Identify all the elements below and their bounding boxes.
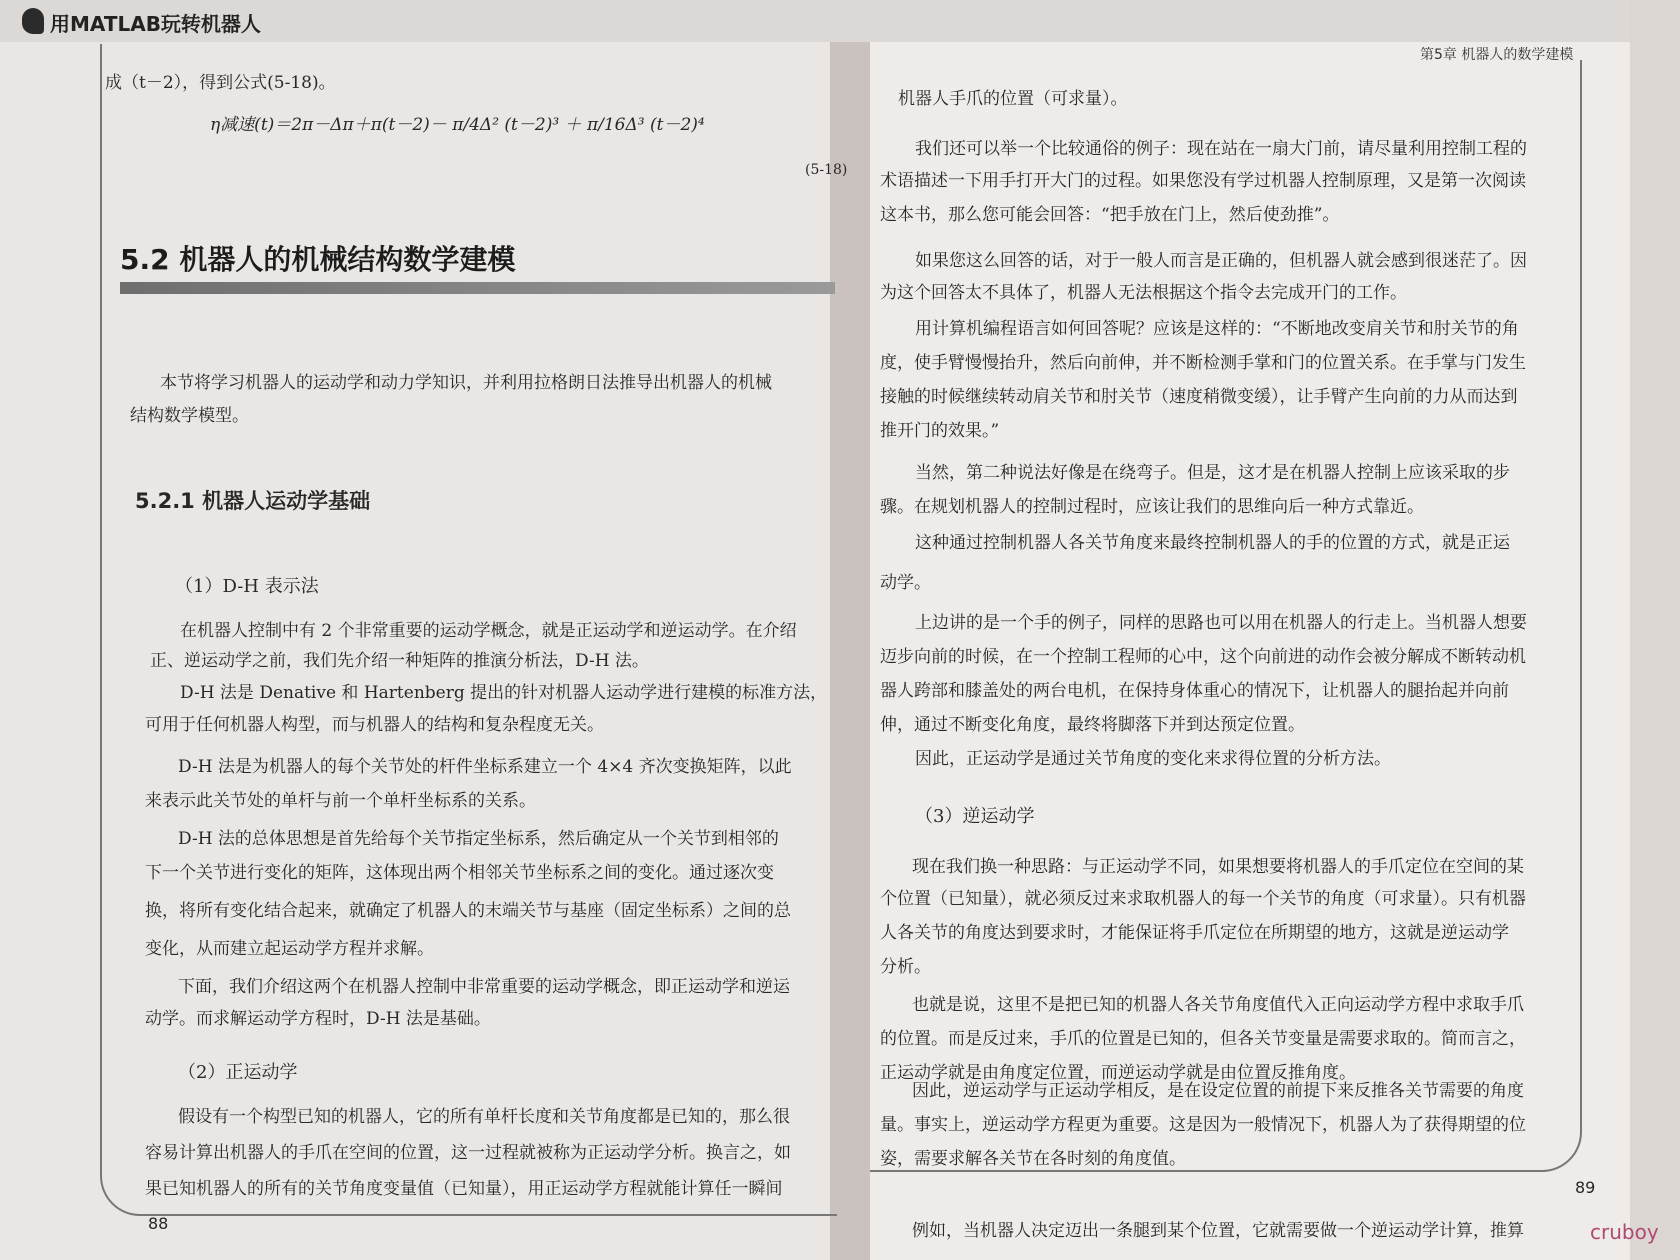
rp-line-19: 因此，正运动学是通过关节角度的变化来求得位置的分析方法。	[915, 749, 1391, 769]
rp-ik-line-2: 个位置（已知量），就必须反过来求取机器人的每一个关节的角度（可求量）。只有机器	[880, 889, 1526, 909]
equation-number: (5-18)	[805, 162, 848, 178]
dh-line-5: D-H 法是为机器人的每个关节处的杆件坐标系建立一个 4×4 齐次变换矩阵，以此	[178, 757, 792, 777]
dh-line-12: 动学。而求解运动学方程时，D-H 法是基础。	[145, 1009, 491, 1029]
dh-line-4: 可用于任何机器人构型，而与机器人的结构和复杂程度无关。	[145, 715, 604, 735]
rp-ik-line-4: 分析。	[880, 957, 931, 977]
dh-line-8: 下一个关节进行变化的矩阵，这体现出两个相邻关节坐标系之间的变化。通过逐次变	[145, 863, 774, 883]
watermark: cruboy	[1590, 1220, 1659, 1244]
section-intro-line-1: 本节将学习机器人的运动学和动力学知识，并利用拉格朗日法推导出机器人的机械	[160, 373, 772, 393]
fk-line-2: 容易计算出机器人的手爪在空间的位置，这一过程就被称为正运动学分析。换言之，如	[145, 1143, 791, 1163]
rp-line-10: 推开门的效果。”	[880, 421, 1000, 441]
ik-heading: （3）逆运动学	[915, 806, 1035, 827]
rp-ik-line-3: 人各关节的角度达到要求时，才能保证将手爪定位在所期望的地方，这就是逆运动学	[880, 923, 1509, 943]
rp-ik-line-11: 例如，当机器人决定迈出一条腿到某个位置，它就需要做一个逆运动学计算，推算	[912, 1221, 1524, 1241]
book-logo-icon	[22, 8, 44, 34]
dh-line-10: 变化，从而建立起运动学方程并求解。	[145, 939, 434, 959]
rp-ik-line-1: 现在我们换一种思路：与正运动学不同，如果想要将机器人的手爪定位在空间的某	[912, 857, 1524, 877]
right-header-band	[850, 0, 1630, 42]
left-page-number: 88	[148, 1214, 169, 1233]
dh-line-11: 下面，我们介绍这两个在机器人控制中非常重要的运动学概念，即正运动学和逆运	[178, 977, 790, 997]
equation-5-18: η减速(t)＝2π－Δπ＋π(t－2)－ π/4Δ² (t－2)³ ＋ π/16Δ³ (t－2)⁴	[210, 115, 705, 135]
rp-line-12: 骤。在规划机器人的控制过程时，应该让我们的思维向后一种方式靠近。	[880, 497, 1424, 517]
chapter-header: 第5章 机器人的数学建模	[1420, 47, 1574, 63]
fk-line-3: 果已知机器人的所有的关节角度变量值（已知量），用正运动学方程就能计算任一瞬间	[145, 1179, 783, 1199]
dh-line-2: 正、逆运动学之前，我们先介绍一种矩阵的推演分析法，D-H 法。	[150, 651, 649, 671]
section-title-bar	[120, 282, 835, 294]
subsection-title: 5.2.1 机器人运动学基础	[135, 489, 371, 513]
dh-line-1: 在机器人控制中有 2 个非常重要的运动学概念，就是正运动学和逆运动学。在介绍	[180, 621, 797, 641]
fk-line-1: 假设有一个构型已知的机器人，它的所有单杆长度和关节角度都是已知的，那么很	[178, 1107, 790, 1127]
rp-line-13: 这种通过控制机器人各关节角度来最终控制机器人的手的位置的方式，就是正运	[915, 533, 1510, 553]
rp-line-16: 迈步向前的时候，在一个控制工程师的心中，这个向前进的动作会被分解成不断转动机	[880, 647, 1526, 667]
rp-ik-line-9: 量。事实上，逆运动学方程更为重要。这是因为一般情况下，机器人为了获得期望的位	[880, 1115, 1526, 1135]
right-page-number: 89	[1575, 1178, 1596, 1197]
rp-ik-line-7: 正运动学就是由角度定位置，而逆运动学就是由位置反推角度。	[880, 1063, 1356, 1083]
rp-line-14: 动学。	[880, 573, 931, 593]
book-title-header: 用MATLAB玩转机器人	[50, 12, 261, 36]
rp-line-8: 度，使手臂慢慢抬升，然后向前伸，并不断检测手掌和门的位置关系。在手掌与门发生	[880, 353, 1526, 373]
rp-line-6: 为这个回答太不具体了，机器人无法根据这个指令去完成开门的工作。	[880, 283, 1407, 303]
rp-line-17: 器人跨部和膝盖处的两台电机，在保持身体重心的情况下，让机器人的腿抬起并向前	[880, 681, 1509, 701]
dh-line-9: 换，将所有变化结合起来，就确定了机器人的末端关节与基座（固定坐标系）之间的总	[145, 901, 791, 921]
rp-line-5: 如果您这么回答的话，对于一般人而言是正确的，但机器人就会感到很迷茫了。因	[915, 251, 1527, 271]
page-edge	[1630, 0, 1680, 1260]
rp-line-11: 当然，第二种说法好像是在绕弯子。但是，这才是在机器人控制上应该采取的步	[915, 463, 1510, 483]
rp-line-4: 这本书，那么您可能会回答：“把手放在门上，然后使劲推”。	[880, 205, 1340, 225]
dh-line-6: 来表示此关节处的单杆与前一个单杆坐标系的关系。	[145, 791, 536, 811]
section-title: 5.2 机器人的机械结构数学建模	[120, 243, 516, 276]
fk-heading: （2）正运动学	[178, 1062, 298, 1083]
dh-heading: （1）D-H 表示法	[175, 576, 319, 597]
rp-line-3: 术语描述一下用手打开大门的过程。如果您没有学过机器人控制原理，又是第一次阅读	[880, 171, 1526, 191]
rp-line-18: 伸，通过不断变化角度，最终将脚落下并到达预定位置。	[880, 715, 1305, 735]
rp-ik-line-6: 的位置。而是反过来，手爪的位置是已知的，但各关节变量是需要求取的。简而言之，	[880, 1029, 1526, 1049]
rp-ik-line-8: 因此，逆运动学与正运动学相反，是在设定位置的前提下来反推各关节需要的角度	[912, 1081, 1524, 1101]
section-intro-line-2: 结构数学模型。	[130, 406, 249, 426]
dh-line-3: D-H 法是 Denative 和 Hartenberg 提出的针对机器人运动学进行建模的标准方法，	[180, 683, 828, 703]
intro-line: 成（t－2），得到公式(5-18)。	[105, 73, 336, 93]
rp-line-2: 我们还可以举一个比较通俗的例子：现在站在一扇大门前，请尽量利用控制工程的	[915, 139, 1527, 159]
rp-line-15: 上边讲的是一个手的例子，同样的思路也可以用在机器人的行走上。当机器人想要	[915, 613, 1527, 633]
rp-ik-line-10: 姿，需要求解各关节在各时刻的角度值。	[880, 1149, 1186, 1169]
rp-ik-line-5: 也就是说，这里不是把已知的机器人各关节角度值代入正向运动学方程中求取手爪	[912, 995, 1524, 1015]
rp-line-7: 用计算机编程语言如何回答呢？应该是这样的：“不断地改变肩关节和肘关节的角	[915, 319, 1519, 339]
rp-line-9: 接触的时候继续转动肩关节和肘关节（速度稍微变缓），让手臂产生向前的力从而达到	[880, 387, 1518, 407]
dh-line-7: D-H 法的总体思想是首先给每个关节指定坐标系，然后确定从一个关节到相邻的	[178, 829, 779, 849]
rp-line-1: 机器人手爪的位置（可求量）。	[898, 89, 1128, 109]
